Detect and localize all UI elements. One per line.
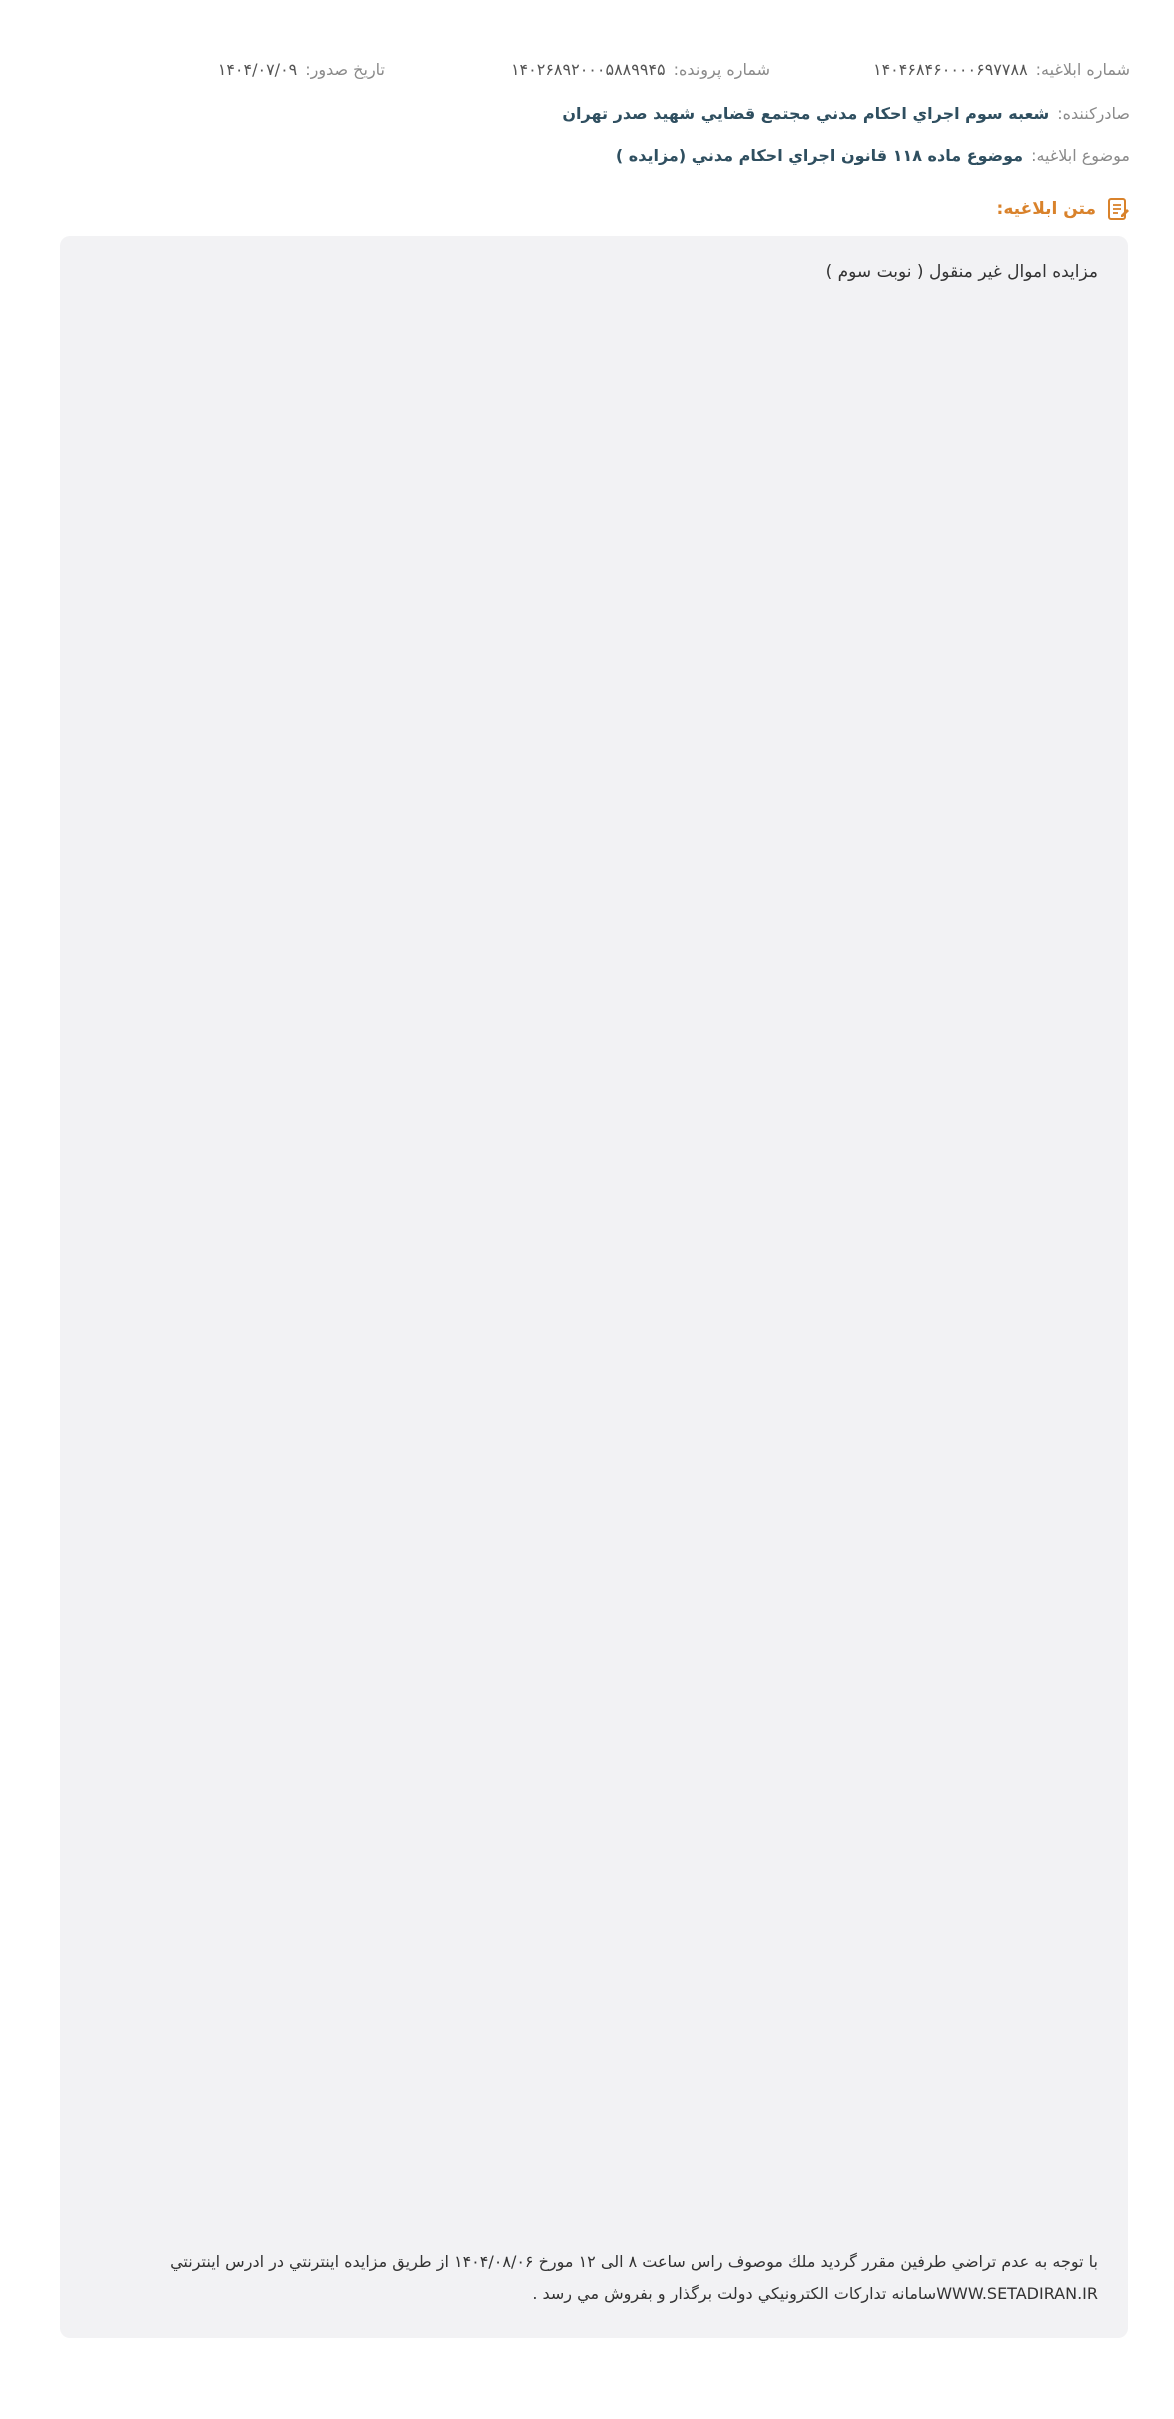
closing-line-1: با توجه به عدم تراضي طرفين مقرر گرديد ملك موصوف راس ساعت ۸ الی ۱۲ مورخ ۱۴۰۴/۰۸/۰۶ از طريق مزايده اينترنتي در ادرس اينترنتي xyxy=(170,2252,1098,2271)
issue-date-label: تاریخ صدور: xyxy=(305,59,385,79)
notice-number xyxy=(873,60,1130,79)
document-icon xyxy=(1106,196,1130,222)
meta-row-issuer xyxy=(60,100,1130,126)
notice-number-value: ۱۴۰۴۶۸۴۶۰۰۰۰۶۹۷۷۸۸ xyxy=(872,59,1028,79)
notice-number-label: شماره ابلاغیه: xyxy=(1035,59,1130,79)
issue-date xyxy=(218,60,385,79)
meta-row-subject xyxy=(60,142,1130,168)
case-number xyxy=(511,60,770,79)
setadiran-link[interactable]: WWW.SETADIRAN.IR xyxy=(936,2284,1098,2303)
subject xyxy=(616,146,1130,165)
notice-body xyxy=(60,236,1128,2338)
meta-row-numbers xyxy=(60,56,1130,82)
subject-label: موضوع ابلاغیه: xyxy=(1031,145,1130,165)
issuer-label: صادرکننده: xyxy=(1057,103,1130,123)
issuer-value: شعبه سوم اجراي احكام مدني مجتمع قضايي شهيد صدر تهران xyxy=(562,103,1050,123)
subject-value: موضوع ماده ۱۱۸ قانون اجراي احكام مدني (مزايده ) xyxy=(615,145,1024,165)
case-number-label: شماره پرونده: xyxy=(673,59,770,79)
notice-text-title xyxy=(997,196,1130,222)
issuer xyxy=(562,104,1130,123)
notice-text-label: متن ابلاغیه: xyxy=(996,199,1096,219)
case-number-value: ۱۴۰۲۶۸۹۲۰۰۰۵۸۸۹۹۴۵ xyxy=(510,59,666,79)
closing-paragraph xyxy=(90,2246,1098,2310)
body-heading: مزایده اموال غیر منقول ( نوبت سوم ) xyxy=(825,262,1098,282)
closing-line-2: سامانه تداركات الكترونيكي دولت برگذار و بفروش مي رسد . xyxy=(532,2284,937,2303)
issue-date-value: ۱۴۰۴/۰۷/۰۹ xyxy=(217,59,298,79)
